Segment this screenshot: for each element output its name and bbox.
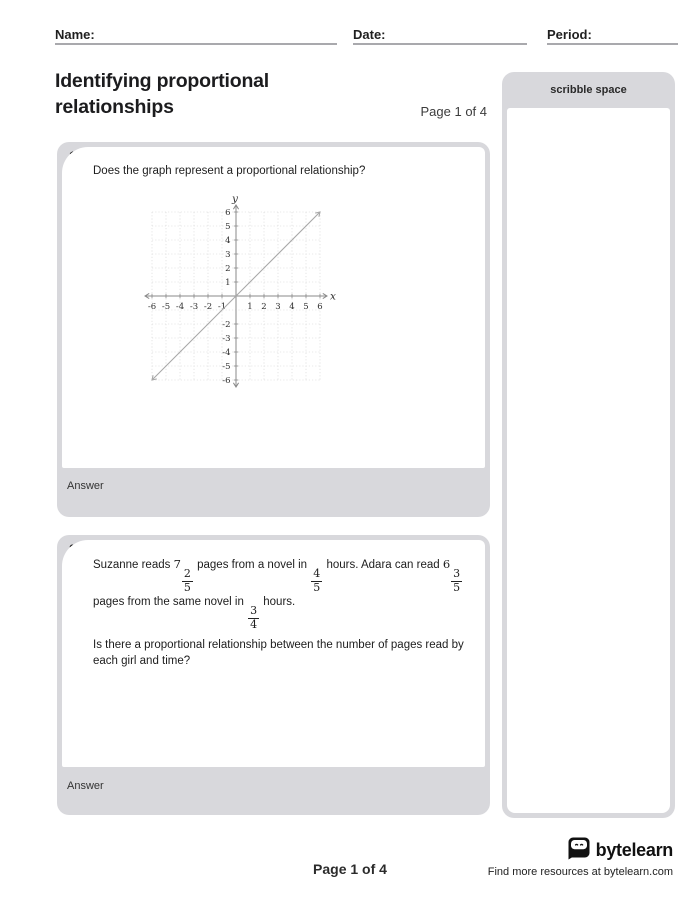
scribble-space: [502, 72, 675, 818]
svg-text:5: 5: [225, 222, 231, 233]
svg-text:-6: -6: [147, 302, 157, 313]
question-2-card: [57, 535, 490, 815]
svg-text:-4: -4: [175, 302, 185, 313]
question-2-answer-area[interactable]: Answer: [67, 780, 104, 792]
title-line-1: Identifying proportional: [55, 70, 270, 92]
bytelearn-brand: [566, 835, 673, 866]
question-2-content: [62, 540, 485, 767]
svg-text:-5: -5: [161, 302, 171, 313]
name-label: Name:: [55, 27, 95, 42]
svg-text:3: 3: [275, 302, 281, 313]
scribble-area[interactable]: [507, 108, 670, 813]
fraction: $\frac{2}{5}$: [183, 567, 191, 594]
svg-text:3: 3: [225, 250, 231, 261]
svg-text:-2: -2: [203, 302, 213, 313]
svg-text:6: 6: [225, 208, 231, 219]
q2-mixed-number-1: 7 $\frac{2}{5}$: [173, 557, 191, 594]
svg-text:x: x: [330, 290, 336, 303]
svg-text:-6: -6: [222, 376, 231, 387]
q2-text-1: Suzanne reads: [93, 559, 171, 571]
q2-text-4: pages from the same novel in: [93, 596, 244, 609]
period-label: Period:: [547, 27, 592, 42]
footer-tagline: Find more resources at bytelearn.com: [487, 866, 673, 878]
name-blank[interactable]: [55, 26, 337, 45]
question-1-card: [57, 142, 490, 517]
bytelearn-logo-icon: [566, 835, 592, 866]
q2-text-2: pages from a novel in: [197, 559, 308, 571]
date-label: Date:: [353, 27, 386, 42]
question-1-content: [62, 147, 485, 468]
svg-text:1: 1: [247, 302, 253, 313]
svg-text:-1: -1: [217, 302, 227, 313]
page-indicator-top: Page 1 of 4: [420, 104, 487, 119]
page-indicator-bottom: Page 1 of 4: [313, 861, 387, 877]
q2-fraction-2: $\frac{3}{4}$: [250, 604, 258, 631]
q2-text-3: hours. Adara can read: [326, 559, 440, 571]
svg-text:2: 2: [225, 264, 231, 275]
question-1-answer-area[interactable]: Answer: [67, 480, 104, 492]
q2-text-5: hours.: [263, 596, 296, 609]
fraction: $\frac{3}{5}$: [453, 567, 461, 594]
proportional-graph-svg: [133, 194, 345, 392]
svg-text:-4: -4: [222, 348, 231, 359]
worksheet-title: [55, 68, 375, 120]
bytelearn-brand-text: bytelearn: [595, 840, 673, 860]
question-2-prompt: Is there a proportional relationship between the number of pages read by each girl and time?: [93, 638, 464, 668]
coordinate-graph: [133, 194, 477, 398]
q2-mixed-number-2: 6 $\frac{3}{5}$: [442, 557, 461, 594]
svg-text:4: 4: [289, 302, 295, 313]
svg-text:-3: -3: [222, 334, 231, 345]
period-blank[interactable]: [547, 26, 678, 45]
svg-text:-2: -2: [222, 320, 231, 331]
svg-text:5: 5: [303, 302, 309, 313]
svg-text:4: 4: [225, 236, 231, 247]
title-line-2: relationships: [55, 96, 174, 118]
date-blank[interactable]: [353, 26, 527, 45]
question-2-text: [93, 556, 477, 632]
svg-text:-5: -5: [222, 362, 231, 373]
svg-text:1: 1: [225, 278, 231, 289]
q2-fraction-1: $\frac{4}{5}$: [313, 567, 321, 594]
svg-text:6: 6: [317, 302, 323, 313]
question-1-prompt: Does the graph represent a proportional relationship?: [93, 165, 366, 177]
scribble-space-label: scribble space: [550, 84, 627, 96]
svg-text:2: 2: [261, 302, 267, 313]
svg-text:y: y: [232, 194, 238, 206]
svg-text:-3: -3: [189, 302, 199, 313]
